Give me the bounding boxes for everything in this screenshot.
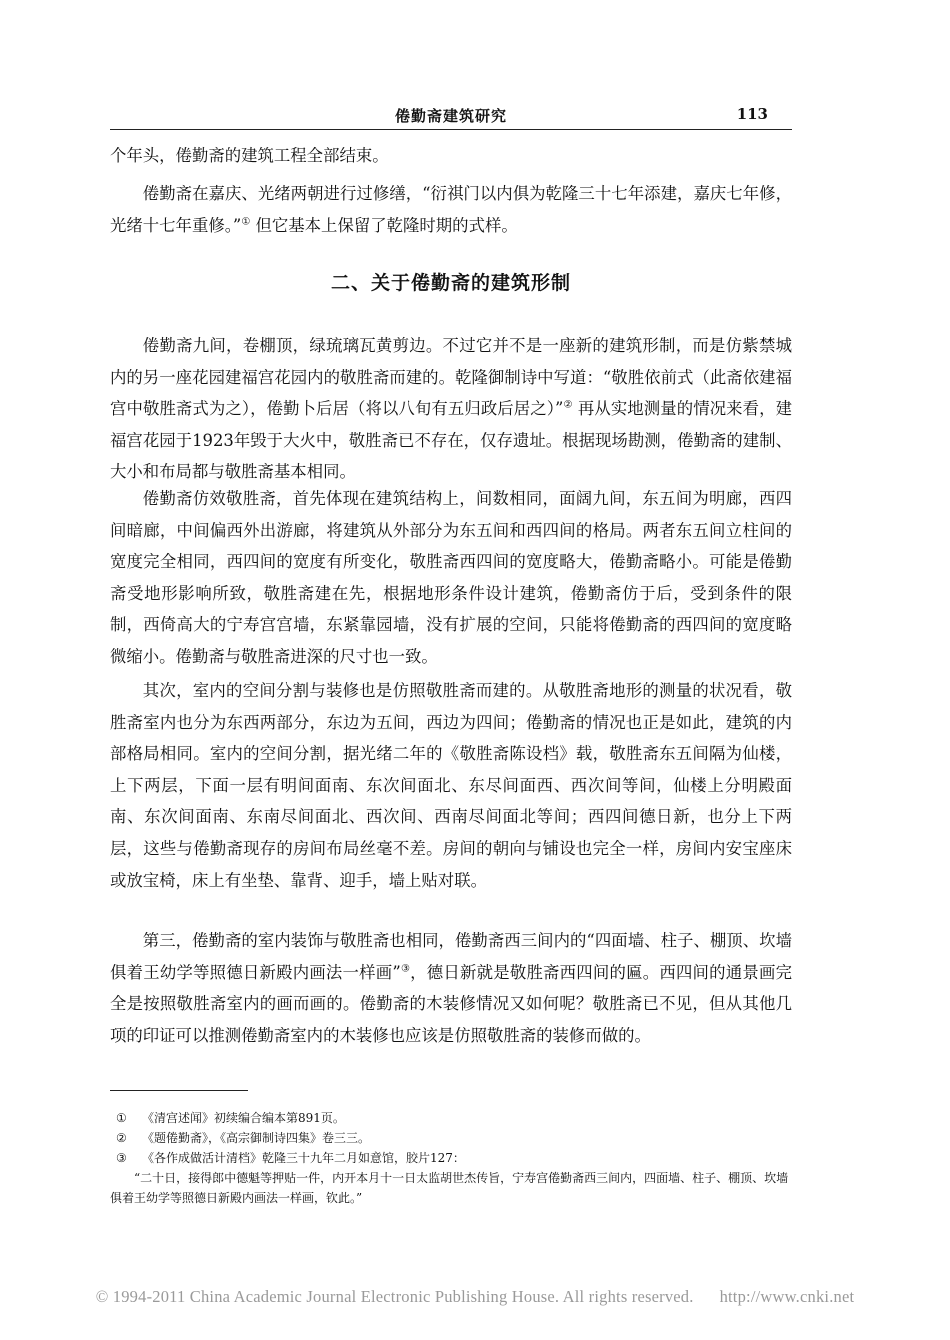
footnotes [110, 1108, 792, 1208]
header-title: 倦勤斋建筑研究 [394, 107, 507, 125]
footnote-mark: ③ [116, 1151, 127, 1165]
footnote-text: 《清宫述闻》初续编合编本第891页。 [142, 1111, 345, 1125]
page-number: 113 [736, 105, 768, 123]
paragraph-text: ，德日新就是敬胜斋西四间的匾。西四间的通景画完全是按照敬胜斋室内的画而画的。倦勤斋的木装修情况又如何呢？敬胜斋已不见，但从其他几项的印证可以推测倦勤斋室内的木装修也应该是仿照敬胜斋的装修而做的。 [110, 962, 792, 1045]
paragraph-text: 倦勤斋九间，卷棚顶，绿琉璃瓦黄剪边。不过它并不是一座新的建筑形制，而是仿紫禁城内的另一座花园建福宫花园内的敬胜斋而建的。乾隆御制诗中写道：“敬胜依前式（此斋依建福宫中敬胜斋式为之），倦勤卜后居（将以八旬有五归政后居之）” [110, 336, 792, 419]
footnote-ref-2[interactable]: ② [563, 399, 573, 411]
copyright-text: © 1994-2011 China Academic Journal Electronic Publishing House. All rights reserved. [95, 1287, 694, 1306]
footnote-mark: ① [116, 1111, 127, 1125]
paragraph-origin [110, 330, 792, 488]
paragraph-text: 再从实地测量的情况来看，建福宫花园于1923年毁于大火中，敬胜斋已不存在，仅存遗址。根据现场勘测，倦勤斋的建制、大小和布局都与敬胜斋基本相同。 [110, 399, 793, 482]
footnote-mark: ② [116, 1131, 127, 1145]
paragraph-decoration [110, 925, 792, 1051]
copyright-watermark [0, 1287, 950, 1307]
footnote-ref-3[interactable]: ③ [400, 963, 411, 975]
footnote-text: 《各作成做活计清档》乾隆三十九年二月如意馆，胶片127： [142, 1151, 465, 1165]
footnote-text: 《题倦勤斋》，《高宗御制诗四集》卷三三。 [142, 1131, 371, 1145]
running-header [110, 103, 792, 130]
footnote-1 [110, 1108, 792, 1128]
paragraph-text: 第三，倦勤斋的室内装饰与敬胜斋也相同，倦勤斋西三间内的“四面墙、柱子、棚顶、坎墙俱着王幼学等照德日新殿内画法一样画” [110, 931, 792, 982]
footnote-2 [110, 1128, 792, 1148]
footnote-3 [110, 1148, 792, 1168]
paragraph-continued: 个年头，倦勤斋的建筑工程全部结束。 [110, 146, 389, 165]
footnote-ref-1[interactable]: ① [241, 216, 251, 228]
paragraph-structure: 倦勤斋仿效敬胜斋，首先体现在建筑结构上，间数相同，面阔九间，东五间为明廊，西四间暗廊，中间偏西外出游廊，将建筑从外部分为东五间和西四间的格局。两者东五间立柱间的宽度完全相同，西四间的宽度有所变化，敬胜斋西四间的宽度略大，倦勤斋略小。可能是倦勤斋受地形影响所致，敬胜斋建在先，根据地形条件设计建筑，倦勤斋仿于后，受到条件的限制，西倚高大的宁寿宫宫墙，东紧靠园墙，没有扩展的空间，只能将倦勤斋的西四间的宽度略微缩小。倦勤斋与敬胜斋进深的尺寸也一致。 [110, 489, 792, 666]
footnote-divider [110, 1090, 248, 1091]
paragraph-text: 但它基本上保留了乾隆时期的式样。 [250, 215, 518, 235]
paragraph-renovation [110, 178, 792, 241]
cnki-link[interactable]: http://www.cnki.net [719, 1287, 855, 1306]
paragraph-interior-layout: 其次，室内的空间分割与装修也是仿照敬胜斋而建的。从敬胜斋地形的测量的状况看，敬胜斋室内也分为东西两部分，东边为五间，西边为四间；倦勤斋的情况也正是如此，建筑的内部格局相同。室内的空间分割，据光绪二年的《敬胜斋陈设档》载，敬胜斋东五间隔为仙楼，上下两层，下面一层有明间面南、东次间面北、东尽间面西、西次间等间，仙楼上分明殿面南、东次间面南、东南尽间面北、西次间、西南尽间面北等间；西四间德日新，也分上下两层，这些与倦勤斋现存的房间布局丝毫不差。房间的朝向与铺设也完全一样，房间内安宝座床或放宝椅，床上有坐垫、靠背、迎手，墙上贴对联。 [110, 681, 792, 890]
paragraph-text: 倦勤斋在嘉庆、光绪两朝进行过修缮，“衍祺门以内俱为乾隆三十七年添建，嘉庆七年修，光绪十七年重修。” [110, 184, 792, 235]
footnote-3-quote: “二十日，接得郎中德魁等押贴一件，内开本月十一日太监胡世杰传旨，宁寿宫倦勤斋西三间内，四面墙、柱子、棚顶、坎墙俱着王幼学等照德日新殿内画法一样画，钦此。” [110, 1171, 789, 1205]
section-heading: 二、关于倦勤斋的建筑形制 [330, 272, 571, 294]
